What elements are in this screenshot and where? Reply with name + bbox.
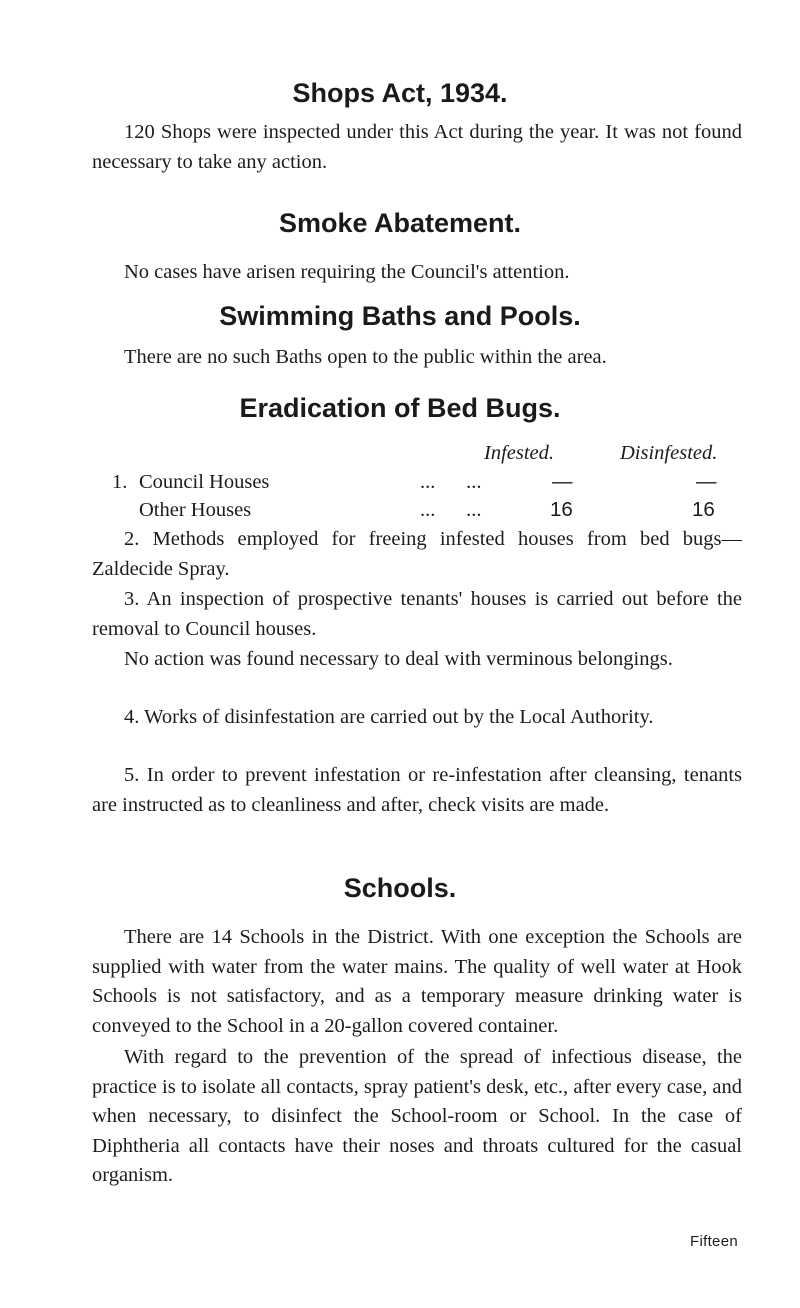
bed-bugs-item-5: 5. In order to prevent infestation or re-infestation after cleansing, tenants are instructed as to cleanliness and after, check visits are made. [92,764,742,816]
bed-bugs-heading: Eradication of Bed Bugs. [239,393,561,423]
row-dots: ... ... [420,471,482,493]
schools-heading: Schools. [343,873,457,903]
bed-bugs-item-3: 3. An inspection of prospective tenants' houses is carried out before the removal to Council houses. [92,588,742,640]
column-header-infested: Infested. [484,442,555,464]
schools-paragraph-2: With regard to the prevention of the spread of infectious disease, the practice is to isolate all contacts, spray patient's desk, etc., after every case, and when necessary, to disinfect the School-room or School. In the case of Diphtheria all contacts have their noses and throats cultured for the casual organism. [92,1046,742,1186]
table-row [92,469,742,495]
row-label: Council Houses [139,471,270,493]
row-infested-value: 16 [550,498,573,521]
row-infested-value: — [552,470,573,493]
bed-bugs-item-2: 2. Methods employed for freeing infested houses from bed bugs—Zaldecide Spray. [92,528,742,580]
schools-paragraph-1: There are 14 Schools in the District. With one exception the Schools are supplied with water from the water mains. The quality of well water at Hook Schools is not satisfactory, and as a temporary measure drinking water is conveyed to the School in a 20-gallon covered container. [92,926,742,1037]
row-dots: ... ... [420,499,482,521]
page-number-label: Fifteen [690,1233,738,1250]
column-header-disinfested: Disinfested. [620,442,718,464]
swimming-baths-paragraph: There are no such Baths open to the public within the area. [124,346,607,368]
swimming-baths-heading: Swimming Baths and Pools. [219,301,581,331]
bed-bugs-item-4: 4. Works of disinfestation are carried out by the Local Authority. [124,706,654,728]
shops-act-heading: Shops Act, 1934. [292,78,508,108]
smoke-abatement-heading: Smoke Abatement. [278,208,522,238]
smoke-abatement-paragraph: No cases have arisen requiring the Council's attention. [124,261,570,283]
row-label: Other Houses [139,499,252,521]
table-row [92,497,742,523]
row-number: 1. [112,471,128,493]
row-disinfested-value: 16 [692,498,715,521]
shops-act-paragraph: 120 Shops were inspected under this Act during the year. It was not found necessary to take any action. [92,121,742,173]
row-disinfested-value: — [696,470,717,493]
bed-bugs-item-3-continued: No action was found necessary to deal with verminous belongings. [124,648,673,670]
